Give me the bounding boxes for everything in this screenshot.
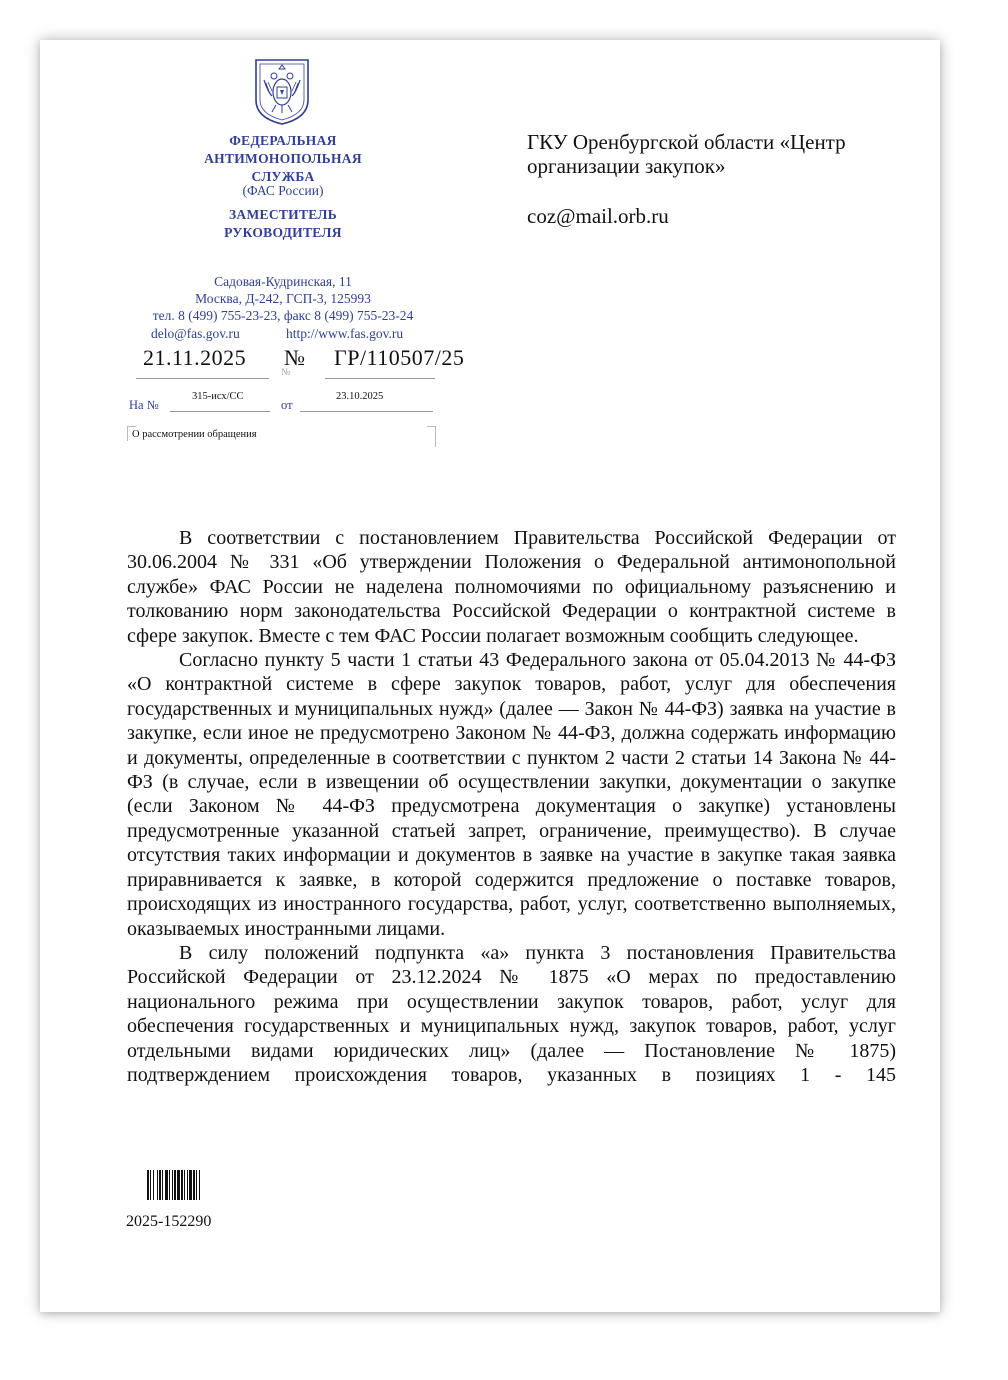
signatory-role bbox=[183, 206, 383, 242]
from-label: от bbox=[281, 398, 293, 412]
in-reply-date: 23.10.2025 bbox=[336, 391, 384, 402]
number-underline bbox=[325, 378, 435, 379]
number-sign-small: № bbox=[281, 367, 291, 378]
role-line: РУКОВОДИТЕЛЯ bbox=[224, 225, 342, 240]
agency-website-link[interactable]: http://www.fas.gov.ru bbox=[286, 326, 404, 341]
in-reply-number-underline bbox=[170, 411, 270, 412]
body-paragraph: Согласно пункту 5 части 1 статьи 43 Федерального закона от 05.04.2013 № 44-ФЗ «О контрактной системе в сфере закупок товаров, работ, услуг для обеспечения государственных и муниципальных нужд» (далее — Закон № 44-ФЗ) заявка на участие в закупке, если иное не предусмотрено Законом № 44-ФЗ, должна содержать информацию и документы, определенные в соответствии с пунктом 2 части 2 статьи 14 Закона № 44-ФЗ (в случае, если в извещении об осуществлении закупки, документации о закупке (если Законом № 44-ФЗ предусмотрена документация о закупке) установлены предусмотренные указанной статьей запрет, ограничение, преимущество). В случае отсутствия таких информации и документов в заявке на участие в закупке такая заявка приравнивается к заявке, в которой содержится предложение о поставке товаров, происходящих из иностранного государства, работ, услуг, соответственно выполняемых, оказываемых иностранными лицами. bbox=[127, 649, 896, 940]
agency-name-line: АНТИМОНОПОЛЬНАЯ bbox=[204, 151, 362, 166]
address-city: Москва, Д-242, ГСП-3, 125993 bbox=[195, 291, 371, 306]
date-underline bbox=[136, 378, 269, 379]
recipient-email: coz@mail.orb.ru bbox=[527, 204, 669, 228]
body-paragraph: В силу положений подпункта «а» пункта 3 постановления Правительства Российской Федерации от 23.12.2024 № 1875 «О мерах по предоставлению национального режима при осуществлении закупок товаров, работ, услуг для обеспечения государственных и муниципальных нужд, закупок товаров, работ, услуг отдельными видами юридических лиц» (далее — Постановление № 1875) подтверждением происхождения товаров, указанных в позициях 1 - 145 bbox=[127, 941, 896, 1086]
in-reply-label: На № bbox=[129, 398, 159, 412]
letter-body bbox=[127, 526, 896, 1087]
registration-date: 21.11.2025 bbox=[143, 345, 247, 370]
agency-name-line: СЛУЖБА bbox=[251, 169, 315, 184]
barcode-icon bbox=[147, 1170, 243, 1200]
in-reply-date-underline bbox=[300, 411, 433, 412]
russian-coat-of-arms-icon bbox=[250, 56, 314, 126]
agency-name-line: ФЕДЕРАЛЬНАЯ bbox=[229, 133, 337, 148]
subject-bracket-right bbox=[427, 426, 436, 447]
registration-number: ГР/110507/25 bbox=[334, 345, 465, 370]
letter-subject: О рассмотрении обращения bbox=[132, 429, 257, 440]
number-sign: № bbox=[284, 345, 306, 370]
recipient-name: ГКУ Оренбургской области «Центр организации закупок» bbox=[527, 130, 846, 178]
in-reply-number: 315-исх/СС bbox=[192, 391, 244, 402]
address-street: Садовая-Кудринская, 11 bbox=[214, 274, 352, 289]
body-paragraph: В соответствии с постановлением Правительства Российской Федерации от 30.06.2004 № 331 «Об утверждении Положения о Федеральной антимонопольной службе» ФАС России не наделена полномочиями по официальному разъяснению и толкованию норм законодательства Российской Федерации о контрактной системе в сфере закупок. Вместе с тем ФАС России полагает возможным сообщить следующее. bbox=[127, 527, 896, 647]
agency-short-name: (ФАС России) bbox=[242, 183, 324, 198]
phone-fax: тел. 8 (499) 755-23-23, факс 8 (499) 755-23-24 bbox=[152, 308, 414, 323]
agency-name bbox=[183, 132, 383, 186]
agency-email-link[interactable]: delo@fas.gov.ru bbox=[151, 326, 240, 341]
document-page bbox=[40, 40, 940, 1312]
document-id: 2025-152290 bbox=[126, 1213, 212, 1230]
role-line: ЗАМЕСТИТЕЛЬ bbox=[229, 207, 337, 222]
